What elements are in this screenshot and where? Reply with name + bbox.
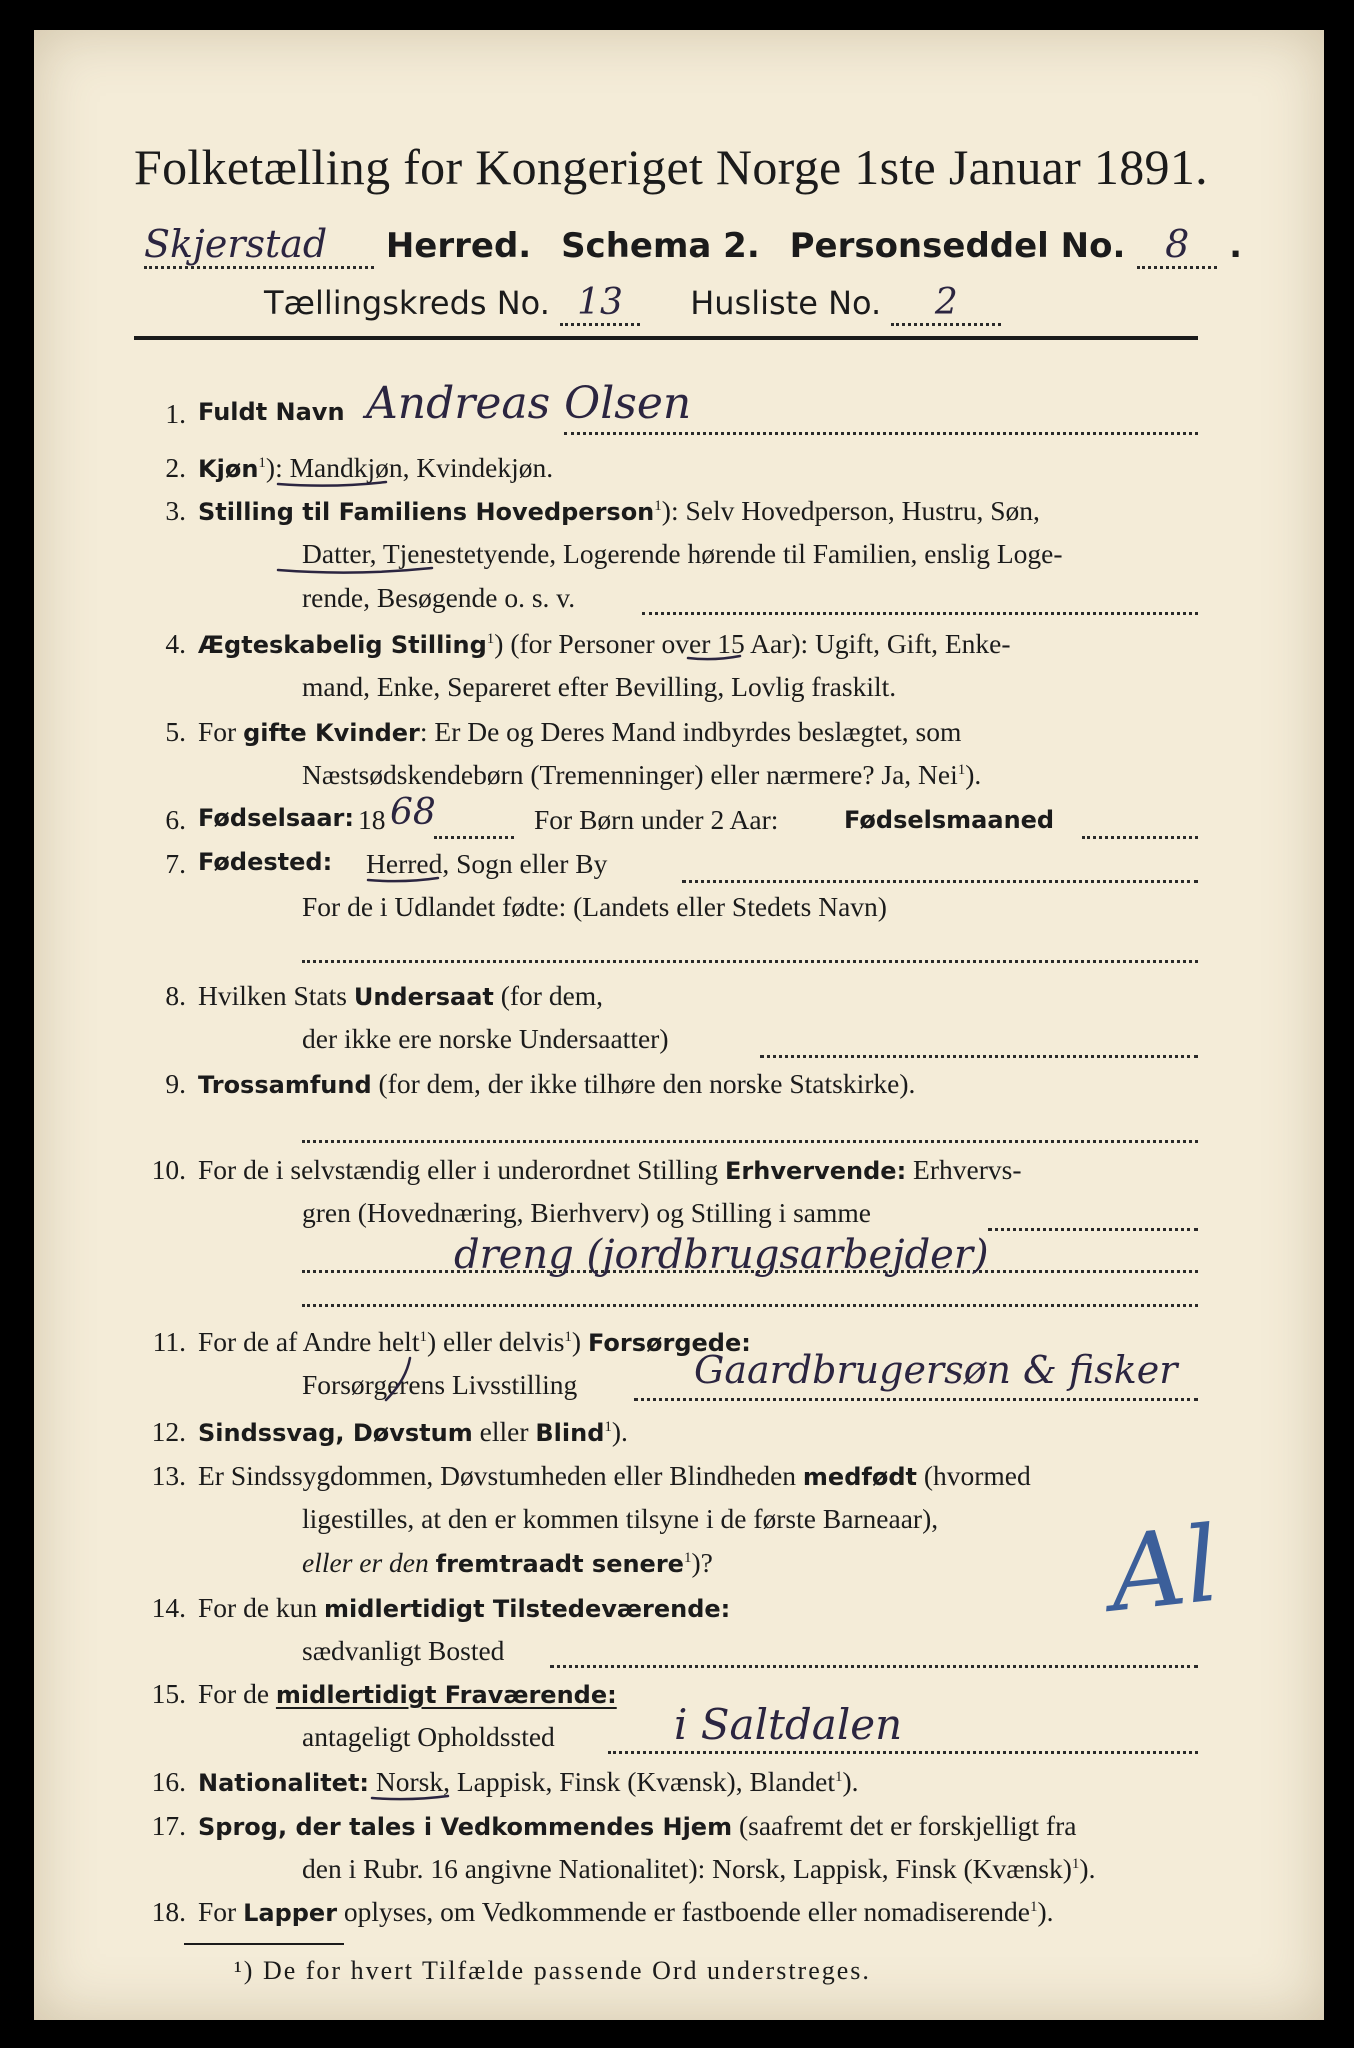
absence-place-value: i Saltdalen <box>674 1700 903 1749</box>
taellingskreds-label: Tællingskreds No. <box>264 284 550 322</box>
field-label: Ægteskabelig Stilling <box>198 631 487 659</box>
field-text: )? <box>691 1547 713 1578</box>
field-line <box>198 495 1040 527</box>
field-line: Sindssvag, Døvstum eller Blind$^1$). <box>198 1416 628 1447</box>
field-number: 6. <box>165 804 186 835</box>
herred-label: Herred. <box>385 226 532 266</box>
field-number: 17. <box>151 1810 186 1841</box>
personseddel-label: Personseddel No. <box>789 226 1126 266</box>
period-mark: . <box>1229 226 1243 266</box>
field-18 <box>134 1896 1198 1936</box>
field-text: For <box>198 1896 237 1927</box>
husliste-value: 2 <box>891 282 1001 326</box>
field-8 <box>134 980 1198 1066</box>
field-text: ). <box>611 1416 628 1447</box>
field-text: For de i Udlandet fødte: (Landets eller Stedets Navn) <box>302 891 887 922</box>
field-text: Er Sindssygdommen, Døvstumheden eller Blindheden <box>198 1460 797 1491</box>
field-text: (saafremt det er forskjelligt fra <box>738 1810 1077 1841</box>
fill-line <box>434 836 514 839</box>
field-label: Fuldt Navn <box>198 398 345 426</box>
field-15 <box>134 1678 1198 1764</box>
field-line: eller er den fremtraadt senere$^1$)? <box>302 1547 713 1578</box>
herred-value: Skjerstad <box>144 222 374 269</box>
fill-line <box>642 612 1198 615</box>
field-11 <box>134 1326 1198 1412</box>
field-label: Nationalitet: <box>198 1769 370 1797</box>
personseddel-value: 8 <box>1137 222 1217 269</box>
field-line <box>198 628 1011 660</box>
field-9 <box>134 1068 1198 1154</box>
footnote-ref: 1 <box>258 454 266 471</box>
field-text: ): Mandkjøn, Kvindekjøn. <box>265 452 554 483</box>
footnote-rule <box>184 1943 344 1945</box>
field-line: For de af Andre helt$^1$) eller delvis$^1$) Forsørgede: <box>198 1326 751 1357</box>
field-10 <box>134 1154 1198 1314</box>
field-text: Erhvervs- <box>913 1154 1022 1185</box>
footnote: ¹) De for hvert Tilfælde passende Ord understreges. <box>234 1956 871 1985</box>
field-text: For Børn under 2 Aar: <box>534 804 779 835</box>
field-number: 1. <box>165 398 186 429</box>
header-rule <box>134 336 1198 340</box>
field-line <box>198 1810 1076 1842</box>
field-label: midlertidigt Fraværende: <box>275 1681 617 1709</box>
fill-line <box>634 1398 1198 1401</box>
field-text: sædvanligt Bosted <box>302 1635 505 1666</box>
field-line: den i Rubr. 16 angivne Nationalitet): Norsk, Lappisk, Finsk (Kvænsk)$^1$). <box>302 1853 1096 1884</box>
field-number: 8. <box>165 980 186 1011</box>
field-label: Kjøn <box>198 455 259 483</box>
occupation-value: dreng (jordbrugsarbejder) <box>454 1232 989 1278</box>
field-text: ). <box>1037 1896 1054 1927</box>
footnote-ref: 1 <box>957 761 966 778</box>
field-text: ). <box>965 759 982 790</box>
field-line <box>198 452 553 484</box>
field-2 <box>134 452 1198 492</box>
field-number: 2. <box>165 452 186 483</box>
field-text: (hvormed <box>923 1460 1031 1491</box>
field-label: medfødt <box>802 1463 917 1491</box>
field-number: 16. <box>151 1766 186 1797</box>
field-text: mand, Enke, Separeret efter Bevilling, Lovlig fraskilt. <box>302 671 897 702</box>
provider-occupation-value: Gaardbrugersøn & fisker <box>694 1348 1178 1392</box>
field-3 <box>134 495 1198 625</box>
field-text: For de kun <box>198 1592 318 1623</box>
field-text: den i Rubr. 16 angivne Nationalitet): Norsk, Lappisk, Finsk (Kvænsk) <box>302 1853 1072 1884</box>
field-text: ligestilles, at den er kommen tilsyne i de første Barneaar), <box>302 1503 939 1534</box>
field-line: Nationalitet: Norsk, Lappisk, Finsk (Kvænsk), Blandet$^1$). <box>198 1766 859 1797</box>
header-line-herred <box>144 222 1242 269</box>
field-text: For de af Andre helt <box>198 1326 420 1357</box>
field-16 <box>134 1766 1198 1806</box>
field-number: 3. <box>165 495 186 526</box>
field-text: : Er De og Deres Mand indbyrdes beslægtet, som <box>419 716 962 747</box>
field-text: For de <box>198 1678 270 1709</box>
field-text: For de i selvstændig eller i underordnet Stilling <box>198 1154 719 1185</box>
blue-pencil-mark: Al <box>1103 1502 1225 1636</box>
field-text: ). <box>842 1766 859 1797</box>
fill-line <box>564 432 1198 435</box>
field-line <box>198 1678 617 1710</box>
field-number: 5. <box>165 716 186 747</box>
field-text: ). <box>1079 1853 1096 1884</box>
field-number: 12. <box>151 1416 186 1447</box>
field-number: 7. <box>165 848 186 879</box>
full-name-value: Andreas Olsen <box>366 378 692 429</box>
field-number: 18. <box>151 1896 186 1927</box>
field-12 <box>134 1416 1198 1456</box>
fill-line <box>988 1228 1198 1231</box>
field-label: Erhvervende: <box>725 1157 907 1185</box>
field-label: Fødselsaar: <box>198 804 354 832</box>
schema-label: Schema 2. <box>561 226 760 266</box>
field-label: Fødselsmaaned <box>844 806 1055 834</box>
field-label: gifte Kvinder <box>243 719 420 747</box>
field-text: Forsørgerens Livsstilling <box>302 1369 578 1400</box>
field-number: 4. <box>165 628 186 659</box>
field-text: der ikke ere norske Undersaatter) <box>302 1023 669 1054</box>
field-text: (for dem, <box>500 980 604 1011</box>
field-label: Forsørgede: <box>587 1329 751 1357</box>
field-text: ) eller delvis <box>426 1326 565 1357</box>
form-title: Folketælling for Kongeriget Norge 1ste Januar 1891. <box>134 139 1208 195</box>
field-line <box>198 1154 1021 1186</box>
field-text: ): Selv Hovedperson, Hustru, Søn, <box>661 495 1040 526</box>
field-text: For <box>198 716 237 747</box>
field-7 <box>134 848 1198 978</box>
field-label: Lapper <box>243 1899 338 1927</box>
field-5 <box>134 716 1198 802</box>
field-label: Stilling til Familiens Hovedperson <box>198 498 655 526</box>
field-number: 11. <box>152 1326 186 1357</box>
field-text: eller er den <box>302 1547 429 1578</box>
field-line <box>302 759 981 791</box>
field-text: (for dem, der ikke tilhøre den norske Statskirke). <box>378 1068 916 1099</box>
field-text: Næstsødskendebørn (Tremenninger) eller nærmere? Ja, Nei <box>302 759 958 790</box>
field-text: Datter, Tjenestetyende, Logerende hørende til Familien, enslig Loge- <box>302 538 1063 569</box>
field-text: eller <box>479 1416 529 1447</box>
field-label: Undersaat <box>353 983 494 1011</box>
field-text: Norsk, Lappisk, Finsk (Kvænsk), Blandet <box>375 1766 835 1797</box>
field-1 <box>134 378 1198 438</box>
field-text: ) (for Personer over 15 Aar): Ugift, Gift, Enke- <box>494 628 1011 659</box>
field-text: Hvilken Stats <box>198 980 347 1011</box>
field-text: gren (Hovednæring, Bierhverv) og Stilling i samme <box>302 1197 872 1228</box>
birth-year-value: 68 <box>390 792 436 833</box>
footnote-ref: 1 <box>486 630 495 647</box>
header-line-kreds <box>264 282 1001 326</box>
fill-line <box>608 1751 1198 1754</box>
field-text: antageligt Opholdssted <box>302 1721 555 1752</box>
field-number: 15. <box>151 1678 186 1709</box>
field-label: fremtraadt senere <box>435 1550 684 1578</box>
field-6 <box>134 792 1198 844</box>
field-line <box>198 716 961 748</box>
fill-line <box>760 1055 1198 1058</box>
field-label: Trossamfund <box>198 1071 372 1099</box>
field-label: Fødested: <box>198 848 333 876</box>
field-text: Herred, Sogn eller By <box>366 848 608 879</box>
field-line <box>198 1068 915 1100</box>
fill-line <box>302 1140 1198 1143</box>
field-line: For Lapper oplyses, om Vedkommende er fastboende eller nomadiserende$^1$). <box>198 1896 1054 1927</box>
field-label: Sprog, der tales i Vedkommendes Hjem <box>198 1813 733 1841</box>
field-number: 10. <box>151 1154 186 1185</box>
field-17 <box>134 1810 1198 1896</box>
field-number: 9. <box>165 1068 186 1099</box>
fill-line <box>302 960 1198 963</box>
husliste-label: Husliste No. <box>690 284 882 322</box>
fill-line <box>550 1665 1198 1668</box>
census-form <box>34 30 1324 2020</box>
fill-line <box>302 1304 1198 1307</box>
field-line <box>198 1592 730 1624</box>
field-label: midlertidigt Tilstedeværende: <box>324 1595 731 1623</box>
footnote-ref: 1 <box>654 497 662 514</box>
birth-year-prefix: 18 <box>358 804 386 835</box>
field-number: 13. <box>151 1460 186 1491</box>
field-text: oplyses, om Vedkommende er fastboende eller nomadiserende <box>343 1896 1030 1927</box>
field-4 <box>134 628 1198 714</box>
fill-line <box>1082 836 1198 839</box>
field-label: Blind <box>535 1419 605 1447</box>
field-13 <box>134 1460 1198 1590</box>
field-number: 14. <box>151 1592 186 1623</box>
field-line <box>198 1460 1031 1492</box>
field-label: Sindssvag, Døvstum <box>198 1419 473 1447</box>
fill-line <box>682 880 1198 883</box>
field-line <box>198 980 603 1012</box>
taellingskreds-value: 13 <box>560 282 640 326</box>
field-14 <box>134 1592 1198 1678</box>
field-text: rende, Besøgende o. s. v. <box>302 582 576 613</box>
